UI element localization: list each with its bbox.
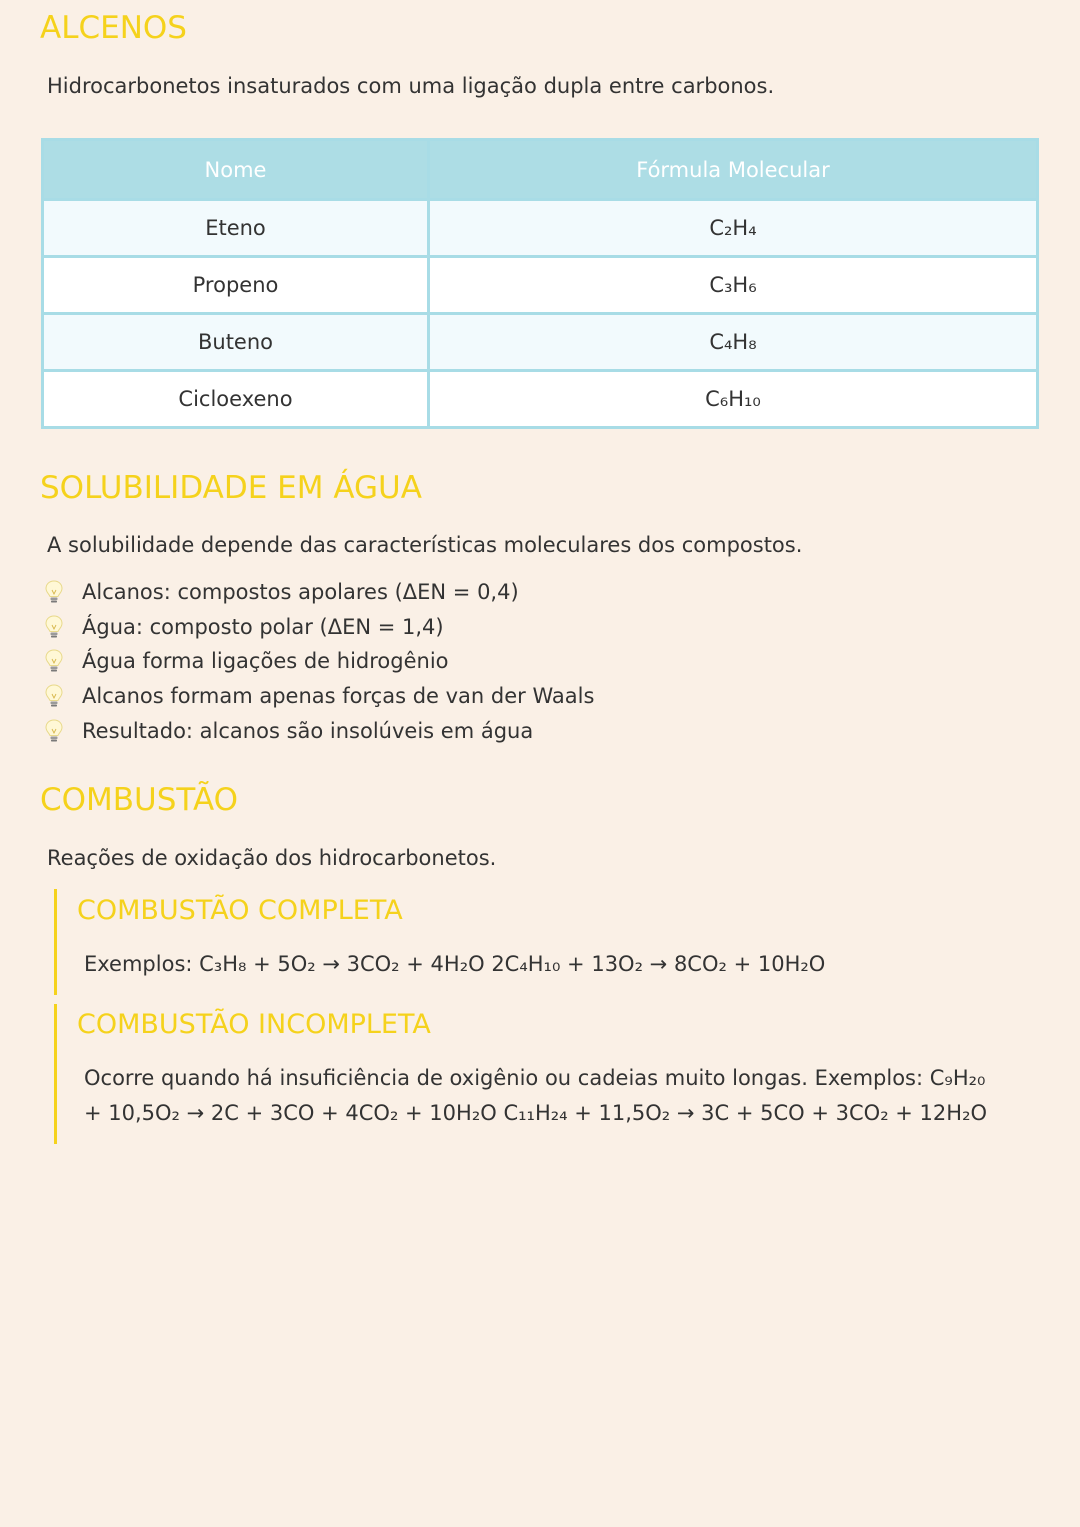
section-title-solubilidade: SOLUBILIDADE EM ÁGUA bbox=[40, 470, 422, 506]
table-row bbox=[43, 371, 1038, 428]
list-item-text: Alcanos: compostos apolares (ΔEN = 0,4) bbox=[82, 580, 519, 605]
combustao-incompleta-text: Ocorre quando há insuficiência de oxigênio ou cadeias muito longas. Exemplos: C₉H₂₀ + 10,5O₂ → 2C + 3CO + 4CO₂ + 10H₂O C₁₁H₂₄ + 11,5O₂ → 3C + 5CO + 3CO₂ + 12H₂O bbox=[84, 1066, 988, 1125]
lightbulb-icon bbox=[44, 718, 64, 744]
subsection-title-completa: COMBUSTÃO COMPLETA bbox=[77, 895, 403, 926]
list-item-text: Água: composto polar (ΔEN = 1,4) bbox=[82, 614, 444, 639]
alcenos-table bbox=[41, 138, 1039, 429]
cell-name: Cicloexeno bbox=[43, 371, 429, 428]
cell-formula: C₄H₈ bbox=[429, 314, 1038, 371]
section-title-alcenos: ALCENOS bbox=[40, 10, 187, 46]
solubilidade-intro: A solubilidade depende das características moleculares dos compostos. bbox=[47, 533, 803, 557]
section-title-combustao: COMBUSTÃO bbox=[40, 782, 239, 818]
combustao-completa-text: Exemplos: C₃H₈ + 5O₂ → 3CO₂ + 4H₂O 2C₄H₁₀ + 13O₂ → 8CO₂ + 10H₂O bbox=[84, 952, 826, 976]
list-item bbox=[44, 713, 594, 748]
table-row bbox=[43, 200, 1038, 257]
column-header-formula: Fórmula Molecular bbox=[429, 140, 1038, 200]
table-row bbox=[43, 257, 1038, 314]
cell-formula: C₂H₄ bbox=[429, 200, 1038, 257]
lightbulb-icon bbox=[44, 579, 64, 605]
cell-name: Eteno bbox=[43, 200, 429, 257]
subsection-title-incompleta: COMBUSTÃO INCOMPLETA bbox=[77, 1009, 431, 1040]
table-header-row bbox=[43, 140, 1038, 200]
alcenos-intro: Hidrocarbonetos insaturados com uma ligação dupla entre carbonos. bbox=[47, 74, 775, 98]
solubilidade-list bbox=[44, 575, 594, 748]
lightbulb-icon bbox=[44, 683, 64, 709]
list-item bbox=[44, 575, 594, 610]
callout-bar-completa bbox=[54, 889, 57, 995]
column-header-nome: Nome bbox=[43, 140, 429, 200]
list-item bbox=[44, 610, 594, 645]
list-item-text: Resultado: alcanos são insolúveis em água bbox=[82, 718, 534, 743]
callout-bar-incompleta bbox=[54, 1004, 57, 1144]
list-item-text: Alcanos formam apenas forças de van der Waals bbox=[82, 684, 595, 709]
table-row bbox=[43, 314, 1038, 371]
cell-formula: C₃H₆ bbox=[429, 257, 1038, 314]
list-item bbox=[44, 679, 594, 714]
combustao-intro: Reações de oxidação dos hidrocarbonetos. bbox=[47, 846, 497, 870]
lightbulb-icon bbox=[44, 614, 64, 640]
cell-name: Propeno bbox=[43, 257, 429, 314]
cell-formula: C₆H₁₀ bbox=[429, 371, 1038, 428]
lightbulb-icon bbox=[44, 648, 64, 674]
list-item bbox=[44, 644, 594, 679]
list-item-text: Água forma ligações de hidrogênio bbox=[82, 649, 449, 674]
cell-name: Buteno bbox=[43, 314, 429, 371]
